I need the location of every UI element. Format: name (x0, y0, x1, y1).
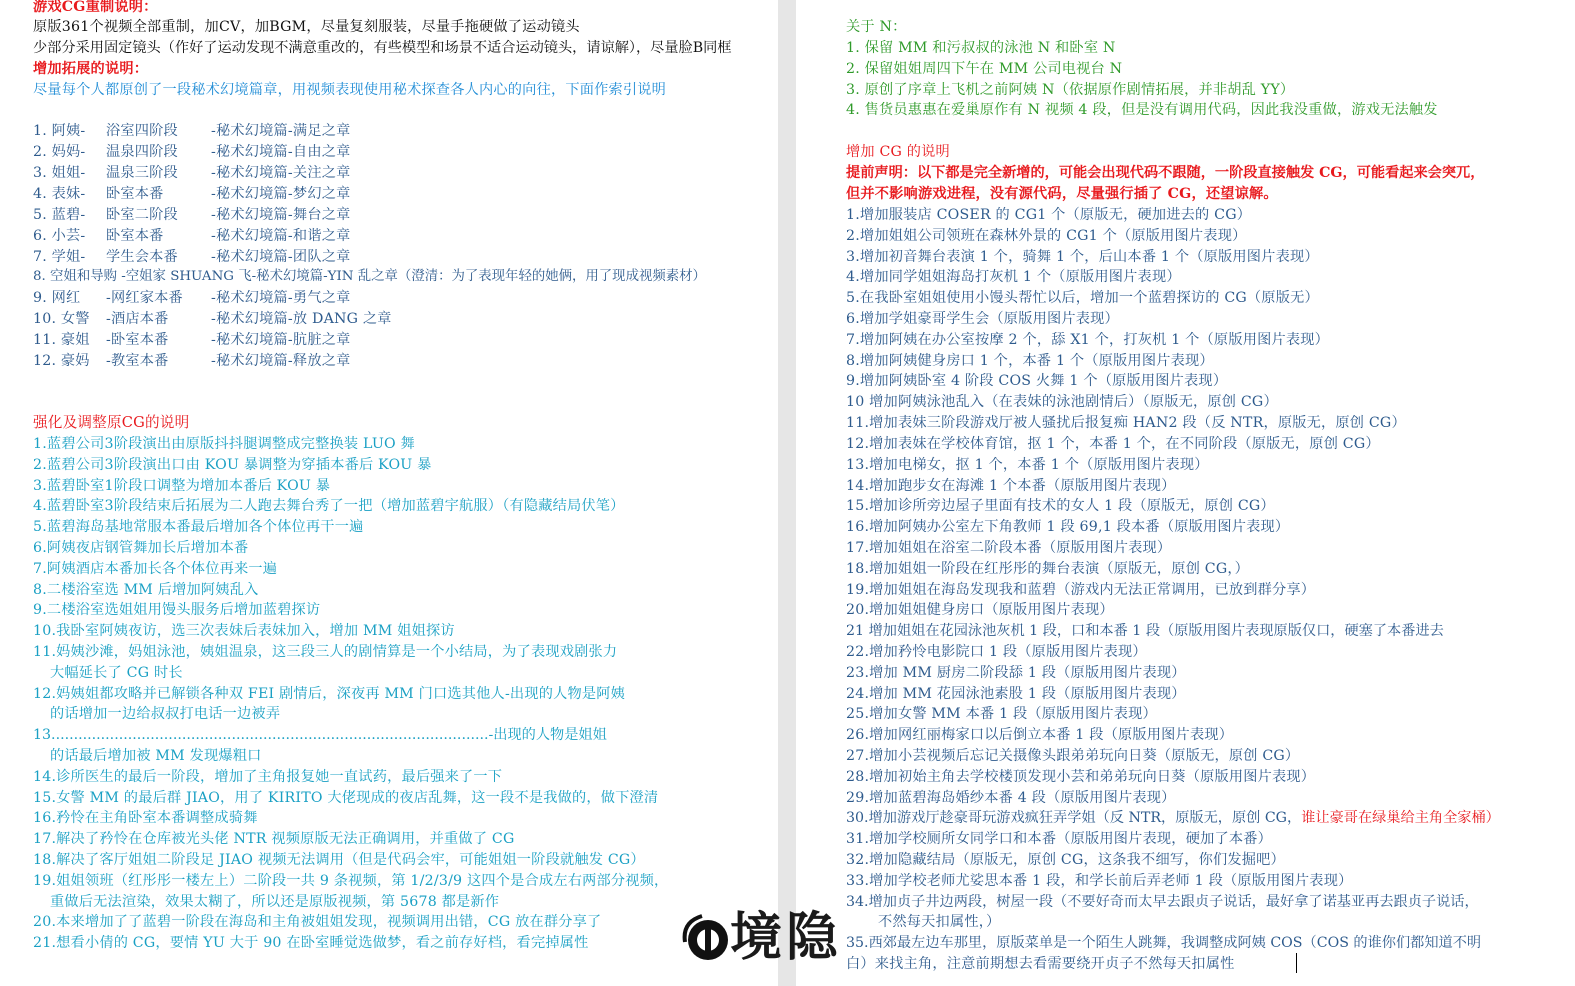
list-item-continuation: 不然每天扣属性，） (878, 914, 1001, 930)
list-item: 35.西郊最左边车那里，原版菜单是一个陌生人跳舞，我调整成阿姨 COS（COS 的谁你们都知道不明 (846, 935, 1482, 951)
list-item: 34.增加贞子井边两段，树屋一段（不要好奇而太早去跟贞子说话，最好拿了诺基亚再去跟贞子说话， (846, 894, 1479, 910)
list-item: 5.在我卧室姐姐使用小馒头帮忙以后，增加一个蓝碧探访的 CG（原版无） (846, 290, 1319, 306)
disclaimer-line: 提前声明：以下都是完全新增的，可能会出现代码不跟随，一阶段直接触发 CG，可能看起来会突兀， (846, 165, 1485, 181)
list-item-continuation: 的话增加一边给叔叔打电话一边被弄 (50, 706, 281, 722)
remake-desc-line: 原版361个视频全部重制，加CV，加BGM，尽量复刻服装，尽量手拖硬做了运动镜头 (33, 19, 580, 35)
list-item: 8. 空姐和导购 -空姐家 SHUANG 飞-秘术幻境篇-YIN 乱之章（澄清：为了表现年轻的她俩，用了现成视频素材） (33, 269, 706, 284)
list-item: 24.增加 MM 花园泳池素股 1 段（原版用图片表现） (846, 686, 1186, 702)
list-item: 20.本来增加了了蓝碧一阶段在海岛和主角被姐姐发现，视频调用出错，CG 放在群分享了 (33, 914, 602, 930)
list-item: 20.增加姐姐健身房口（原版用图片表现） (846, 602, 1114, 618)
list-item: 16.矜怜在主角卧室本番调整成骑舞 (33, 810, 258, 826)
list-item: 27.增加小芸视频后忘记关摄像头跟弟弟玩向日葵（原版无，原创 CG） (846, 748, 1300, 764)
list-item: 1.蓝碧公司3阶段演出由原版抖抖腿调整成完整换装 LUO 舞 (33, 436, 415, 452)
list-item: 21 增加姐姐在花园泳池灰机 1 段，口和本番 1 段（原版用图片表现原版仅口，硬塞了本番进去 (846, 623, 1444, 639)
remake-desc-line: 少部分采用固定镜头（作好了运动发现不满意重改的，有些模型和场景不适合运动镜头，请谅解），尽量脸B同框 (33, 40, 732, 56)
list-item: 29.增加蓝碧海岛婚纱本番 4 段（原版用图片表现） (846, 790, 1176, 806)
list-item: 33.增加学校老师尤娑思本番 1 段，和学长前后弄老师 1 段（原版用图片表现） (846, 873, 1353, 889)
list-item-continuation: 的话最后增加被 MM 发现爆粗口 (50, 748, 262, 764)
list-item: 22.增加矜怜电影院口 1 段（原版用图片表现） (846, 644, 1147, 660)
list-item: 5.蓝碧海岛基地常服本番最后增加各个体位再干一遍 (33, 519, 364, 535)
list-item: 4.增加同学姐姐海岛打灰机 1 个（原版用图片表现） (846, 269, 1181, 285)
watermark-logo (680, 902, 860, 982)
n-header: 关于 N： (846, 19, 907, 35)
list-item-continuation: 白）来找主角，注意前期想去看需要绕开贞子不然每天扣属性 (846, 956, 1235, 972)
list-item: 18.解决了客厅姐姐二阶段足 JIAO 视频无法调用（但是代码会牢，可能姐姐一阶段就触发 CG） (33, 852, 645, 868)
list-item: 26.增加网红丽梅家口以后倒立本番 1 段（原版用图片表现） (846, 727, 1234, 743)
left-page: 游戏CG重制说明： 原版361个视频全部重制，加CV，加BGM，尽量复刻服装，尽量手拖硬做了运动镜头 少部分采用固定镜头（作好了运动发现不满意重改的，有些模型和场景不适合运动镜头，请谅解），尽量脸B同框 增加拓展的说明： 尽量每个人都原创了一段秘术幻境篇章，用视频表现使用秘术探查各人内心的向往，下面作索引说明 1. 阿姨- 浴室四阶段 -秘术幻境篇-满足之章 2. 妈妈- 温泉四阶段 -秘术幻境篇-自由之章 3. 姐姐- 温泉三阶段 -秘术幻境篇-关注之章 4. 表妹- 卧室本番 -秘术幻境篇-梦幻之章 5. 蓝碧- 卧室二阶段 -秘术幻境篇-舞台之章 6. 小芸- 卧室本番 -秘术幻境篇-和谐之章 7. 学姐- 学生会本番 -秘术幻境篇-团队之章 8. 空姐和导购 -空姐家 SHUANG 飞-秘术幻境篇-YIN 乱之章（澄清：为了表现年轻的她俩，用了现成视频素材） 9. 网红 -网红家本番 -秘术幻境篇-勇气之章 10. 女警 -酒店本番 -秘术幻境篇-放 DANG 之章 11. 豪姐 -卧室本番 -秘术幻境篇-肮脏之章 12. 豪妈 -教室本番 -秘术幻境篇-释放之章 强化及调整原CG的说明 1.蓝碧公司3阶段演出由原版抖抖腿调整成完整换装 LUO 舞 2.蓝碧公司3阶段演出口由 KOU 暴调整为穿插本番后 KOU 暴 3.蓝碧卧室1阶段口调整为增加本番后 KOU 暴 4.蓝碧卧室3阶段结束后拓展为二人跑去舞台秀了一把（增加蓝碧宇航服）（有隐藏结局伏笔） 5.蓝碧海岛基地常服本番最后增加各个体位再干一遍 6.阿姨夜店钢管舞加长后增加本番 7.阿姨酒店本番加长各个体位再来一遍 8.二楼浴室选 MM 后增加阿姨乱入 9.二楼浴室选姐姐用馒头服务后增加蓝碧探访 10.我卧室阿姨夜访，选三次表妹后表妹加入，增加 MM 姐姐探访 11.妈姨沙滩，妈姐泳池，姨姐温泉，这三段三人的剧情算是一个小结局，为了表现戏剧张力 大幅延长了 CG 时长 12.妈姨姐都攻略并已解锁各种双 FEI 剧情后，深夜再 MM 门口选其他人-出现的人物是阿姨 的话增加一边给叔叔打电话一边被弄 13.................................................................................................-出现的人物是姐姐 的话最后增加被 MM 发现爆粗口 14.诊所医生的最后一阶段，增加了主角报复她一直试药，最后强来了一下 15.女警 MM 的最后群 JIAO，用了 KIRITO 大佬现成的夜店乱舞，这一段不是我做的，做下澄清 16.矜怜在主角卧室本番调整成骑舞 17.解决了矜怜在仓库被光头佬 NTR 视频原版无法正确调用，并重做了 CG 18.解决了客厅姐姐二阶段足 JIAO 视频无法调用（但是代码会牢，可能姐姐一阶段就触发 CG） 19.姐姐领班（红彤彤一楼左上）二阶段一共 9 条视频，第 1/2/3/9 这四个是合成左右两部分视频， 重做后无法渲染，效果太糊了，所以还是原版视频，第 5678 都是新作 20.本来增加了了蓝碧一阶段在海岛和主角被姐姐发现，视频调用出错，CG 放在群分享了 21.想看小倩的 CG，要情 YU 大于 90 在卧室睡觉选做梦，看之前存好档，看完掉属性 (0, 0, 778, 986)
list-item: 8.增加阿姨健身房口 1 个，本番 1 个（原版用图片表现） (846, 353, 1214, 369)
list-item: 8.二楼浴室选 MM 后增加阿姨乱入 (33, 582, 259, 598)
list-item: 25.增加女警 MM 本番 1 段（原版用图片表现） (846, 706, 1157, 722)
list-item: 9.增加阿姨卧室 4 阶段 COS 火舞 1 个（原版用图片表现） (846, 373, 1228, 389)
list-item: 4.蓝碧卧室3阶段结束后拓展为二人跑去舞台秀了一把（增加蓝碧宇航服）（有隐藏结局伏笔） (33, 498, 625, 514)
list-item: 10 增加阿姨泳池乱入（在表妹的泳池剧情后）（原版无，原创 CG） (846, 394, 1278, 410)
list-item: 7.增加阿姨在办公室按摩 2 个，舔 X1 个，打灰机 1 个（原版用图片表现） (846, 332, 1330, 348)
list-item: 13.增加电梯女，抠 1 个，本番 1 个（原版用图片表现） (846, 457, 1209, 473)
list-item: 3.增加初音舞台表演 1 个，骑舞 1 个，后山本番 1 个（原版用图片表现） (846, 249, 1319, 265)
list-item: 17.增加姐姐在浴室二阶段本番（原版用图片表现） (846, 540, 1172, 556)
list-item: 9.二楼浴室选姐姐用馒头服务后增加蓝碧探访 (33, 602, 321, 618)
list-item: 12.妈姨姐都攻略并已解锁各种双 FEI 剧情后，深夜再 MM 门口选其他人-出现的人物是阿姨 (33, 686, 626, 702)
list-item: 11.妈姨沙滩，妈姐泳池，姨姐温泉，这三段三人的剧情算是一个小结局，为了表现戏剧张力 (33, 644, 618, 660)
watermark-text: 境隐 (730, 907, 843, 968)
list-item: 15.增加诊所旁边屋子里面有技术的女人 1 段（原版无，原创 CG） (846, 498, 1275, 514)
enhance-header: 强化及调整原CG的说明 (33, 414, 190, 431)
list-item: 12.增加表妹在学校体育馆，抠 1 个，本番 1 个，在不同阶段（原版无，原创 CG） (846, 436, 1380, 452)
highlight-text: 谁让豪哥在绿巢给主角全家桶） (1301, 810, 1500, 826)
list-item: 32.增加隐藏结局（原版无，原创 CG，这条我不细写，你们发掘吧） (846, 852, 1285, 868)
list-item: 4. 售货员惠惠在爱巢原作有 N 视频 4 段，但是没有调用代码，因此我没重做，游戏无法触发 (846, 102, 1438, 118)
list-item: 2.增加姐姐公司领班在森林外景的 CG1 个（原版用图片表现） (846, 228, 1247, 244)
list-item: 13.................................................................................................-出现的人物是姐姐 (33, 727, 607, 743)
list-item-continuation: 大幅延长了 CG 时长 (50, 665, 183, 681)
right-page (796, 0, 1575, 986)
extension-header: 增加拓展的说明： (33, 61, 149, 77)
list-item: 3. 原创了序章上飞机之前阿姨 N（依据原作剧情拓展，并非胡乱 YY） (846, 82, 1295, 98)
list-item: 1.增加服装店 COSER 的 CG1 个（原版无，硬加进去的 CG） (846, 207, 1252, 223)
list-item-text: 30.增加游戏厅趁豪哥玩游戏疯狂弄学姐（反 NTR，原版无，原创 CG， (846, 810, 1302, 826)
list-item (846, 808, 1500, 828)
list-item: 6.阿姨夜店钢管舞加长后增加本番 (33, 540, 249, 556)
list-item: 14.诊所医生的最后一阶段，增加了主角报复她一直试药，最后强来了一下 (33, 769, 503, 785)
list-item: 28.增加初始主角去学校楼顶发现小芸和弟弟玩向日葵（原版用图片表现） (846, 769, 1316, 785)
list-item: 23.增加 MM 厨房二阶段舔 1 段（原版用图片表现） (846, 665, 1186, 681)
cg-remake-header: 游戏CG重制说明： (33, 0, 158, 15)
list-item: 2.蓝碧公司3阶段演出口由 KOU 暴调整为穿插本番后 KOU 暴 (33, 457, 432, 473)
list-item: 19.增加姐姐在海岛发现我和蓝碧（游戏内无法正常调用，已放到群分享） (846, 582, 1316, 598)
list-item: 21.想看小倩的 CG，要情 YU 大于 90 在卧室睡觉选做梦，看之前存好档，看完掉属性 (33, 935, 589, 951)
add-cg-header: 增加 CG 的说明 (846, 144, 950, 160)
list-item: 17.解决了矜怜在仓库被光头佬 NTR 视频原版无法正确调用，并重做了 CG (33, 831, 515, 847)
disclaimer-line: 但并不影响游戏进程，没有源代码，尽量强行插了 CG，还望谅解。 (846, 186, 1278, 202)
list-item: 14.增加跑步女在海滩 1 个本番（原版用图片表现） (846, 478, 1176, 494)
list-item: 16.增加阿姨办公室左下角教师 1 段 69,1 段本番（原版用图片表现） (846, 519, 1290, 535)
list-item: 2. 保留姐姐周四下午在 MM 公司电视台 N (846, 61, 1123, 77)
list-item: 18.增加姐姐一阶段在红彤彤的舞台表演（原版无，原创 CG，） (846, 561, 1250, 577)
list-item: 1. 保留 MM 和污叔叔的泳池 N 和卧室 N (846, 40, 1116, 56)
list-item: 7.阿姨酒店本番加长各个体位再来一遍 (33, 561, 278, 577)
list-item: 3.蓝碧卧室1阶段口调整为增加本番后 KOU 暴 (33, 478, 331, 494)
list-item: 11.增加表妹三阶段游戏厅被人骚扰后报复痴 HAN2 段（反 NTR，原版无，原创 CG） (846, 415, 1406, 431)
list-item: 15.女警 MM 的最后群 JIAO，用了 KIRITO 大佬现成的夜店乱舞，这一段不是我做的，做下澄清 (33, 790, 659, 806)
list-item: 31.增加学校厕所女同学口和本番（原版用图片表现，硬加了本番） (846, 831, 1273, 847)
list-item: 6.增加学姐豪哥学生会（原版用图片表现） (846, 311, 1119, 327)
list-item: 19.姐姐领班（红彤彤一楼左上）二阶段一共 9 条视频，第 1/2/3/9 这四个是合成左右两部分视频， (33, 873, 669, 889)
list-item-continuation: 重做后无法渲染，效果太糊了，所以还是原版视频，第 5678 都是新作 (50, 894, 500, 910)
text-cursor (1296, 953, 1297, 973)
list-item: 10.我卧室阿姨夜访，选三次表妹后表妹加入，增加 MM 姐姐探访 (33, 623, 455, 639)
extension-intro: 尽量每个人都原创了一段秘术幻境篇章，用视频表现使用秘术探查各人内心的向往，下面作索引说明 (33, 82, 667, 98)
